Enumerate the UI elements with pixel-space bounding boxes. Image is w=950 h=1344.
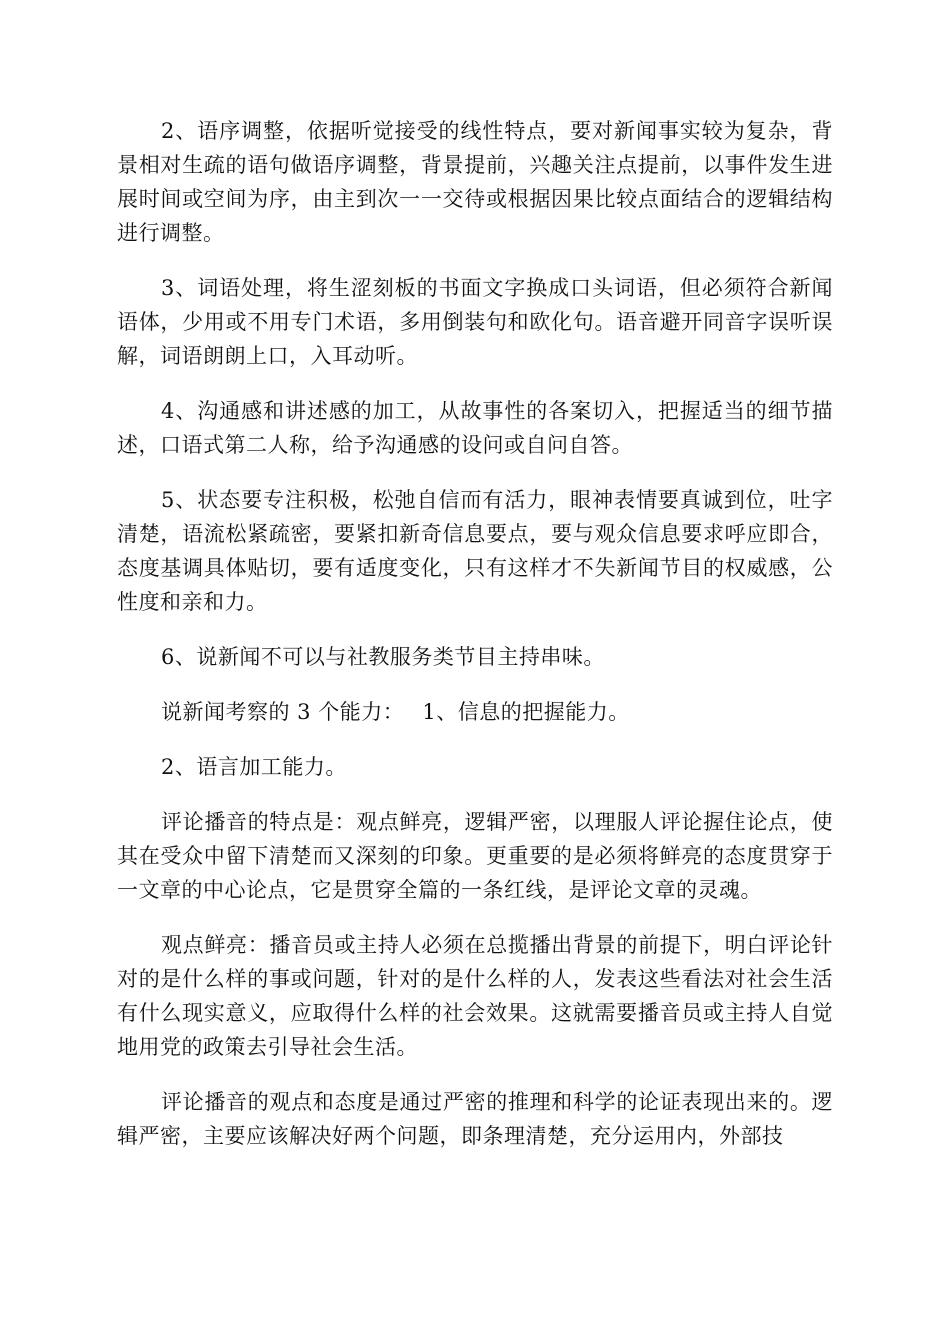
paragraph-clear-viewpoint: 观点鲜亮：播音员或主持人必须在总揽播出背景的前提下，明白评论针对的是什么样的事或问题，针对的是什么样的人，发表这些看法对社会生活有什么现实意义，应取得什么样的社会效果。这就需要播音员或主持人自觉地用党的政策去引导社会生活。	[117, 933, 833, 1059]
paragraph-state: 5、状态要专注积极，松弛自信而有活力，眼神表情要真诚到位，吐字清楚，语流松紧疏密，要紧扣新奇信息要点，要与观众信息要求呼应即合，态度基调具体贴切，要有适度变化，只有这样才不失新闻节目的权威感，公性度和亲和力。	[117, 488, 833, 614]
paragraph-no-mixing: 6、说新闻不可以与社教服务类节目主持串味。	[161, 645, 605, 669]
paragraph-abilities: 说新闻考察的 3 个能力： 1、信息的把握能力。	[161, 700, 630, 724]
paragraph-communication: 4、沟通感和讲述感的加工，从故事性的各案切入，把握适当的细节描述，口语式第二人称，给予沟通感的设问或自问自答。	[117, 399, 833, 457]
paragraph-word-order: 2、语序调整，依据听觉接受的线性特点，要对新闻事实较为复杂，背景相对生疏的语句做语序调整，背景提前，兴趣关注点提前，以事件发生进展时间或空间为序，由主到次一一交待或根据因果比较点面结合的逻辑结构进行调整。	[117, 119, 833, 245]
paragraph-rigorous-logic: 评论播音的观点和态度是通过严密的推理和科学的论证表现出来的。逻辑严密，主要应该解决好两个问题，即条理清楚，充分运用内，外部技	[117, 1090, 833, 1148]
paragraph-commentary-features: 评论播音的特点是：观点鲜亮，逻辑严密，以理服人评论握住论点，使其在受众中留下清楚而又深刻的印象。更重要的是必须将鲜亮的态度贯穿于一文章的中心论点，它是贯穿全篇的一条红线，是评论文章的灵魂。	[117, 810, 833, 902]
paragraph-language-ability: 2、语言加工能力。	[161, 755, 347, 779]
document-body	[117, 114, 833, 1174]
paragraph-word-processing: 3、词语处理，将生涩刻板的书面文字换成口头词语，但必须符合新闻语体，少用或不用专门术语，多用倒装句和欧化句。语音避开同音字误听误解，词语朗朗上口，入耳动听。	[117, 276, 833, 368]
